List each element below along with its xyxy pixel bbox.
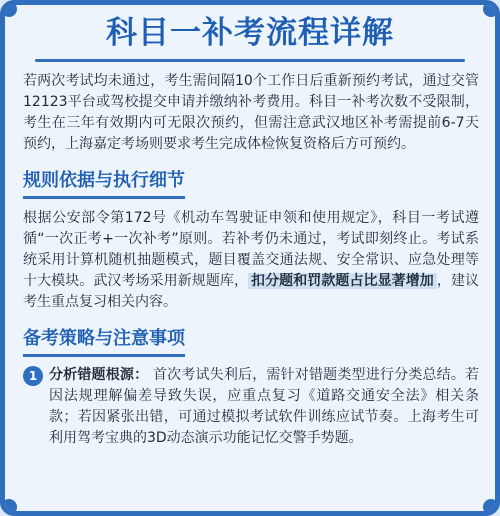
tip-number-badge: 1 bbox=[23, 366, 43, 386]
tip-body bbox=[49, 365, 479, 449]
title-divider bbox=[35, 59, 465, 62]
rules-paragraph bbox=[23, 208, 479, 313]
corner-dot bbox=[1, 1, 17, 17]
tip-item bbox=[23, 365, 479, 449]
corner-dot bbox=[1, 499, 17, 515]
highlight-text: 扣分题和罚款题占比显著增加 bbox=[248, 273, 437, 289]
tip-text: 首次考试失利后，需针对错题类型进行分类总结。若因法规理解偏差导致失误，应重点复习《道路交通安全法》相关条款；若因紧张出错，可通过模拟考试软件训练应试节奏。上海考生可利用驾考宝典的3D动态演示功能记忆交警手势题。 bbox=[49, 367, 480, 447]
corner-dot bbox=[483, 499, 499, 515]
tip-label: 分析错题根源： bbox=[49, 367, 149, 384]
corner-dot bbox=[483, 1, 499, 17]
section-heading-strategy: 备考策略与注意事项 bbox=[23, 324, 185, 357]
intro-paragraph: 若两次考试均未通过，考生需间隔10个工作日后重新预约考试，通过交管12123平台或驾校提交申请并缴纳补考费用。科目一补考次数不受限制，考生在三年有效期内可无限次预约，但需注意武汉地区补考需提前6-7天预约，上海嘉定考场则要求考生完成体检恢复资格后方可预约。 bbox=[23, 73, 479, 153]
section-heading-rules: 规则依据与执行细节 bbox=[23, 166, 185, 199]
rules-text-after: ，建议考生重点复习相关内容。 bbox=[23, 273, 480, 311]
page-title: 科目一补考流程详解 bbox=[106, 15, 394, 51]
rules-text-before: 根据公安部令第172号《机动车驾驶证申领和使用规定》，科目一考试遵循“一次正考+一次补考”原则。若补考仍未通过，考试即刻终止。考试系统采用计算机随机抽题模式，题目覆盖交通法规、安全常识、应急处理等十大模块。武汉考场采用新规题库， bbox=[23, 210, 479, 290]
